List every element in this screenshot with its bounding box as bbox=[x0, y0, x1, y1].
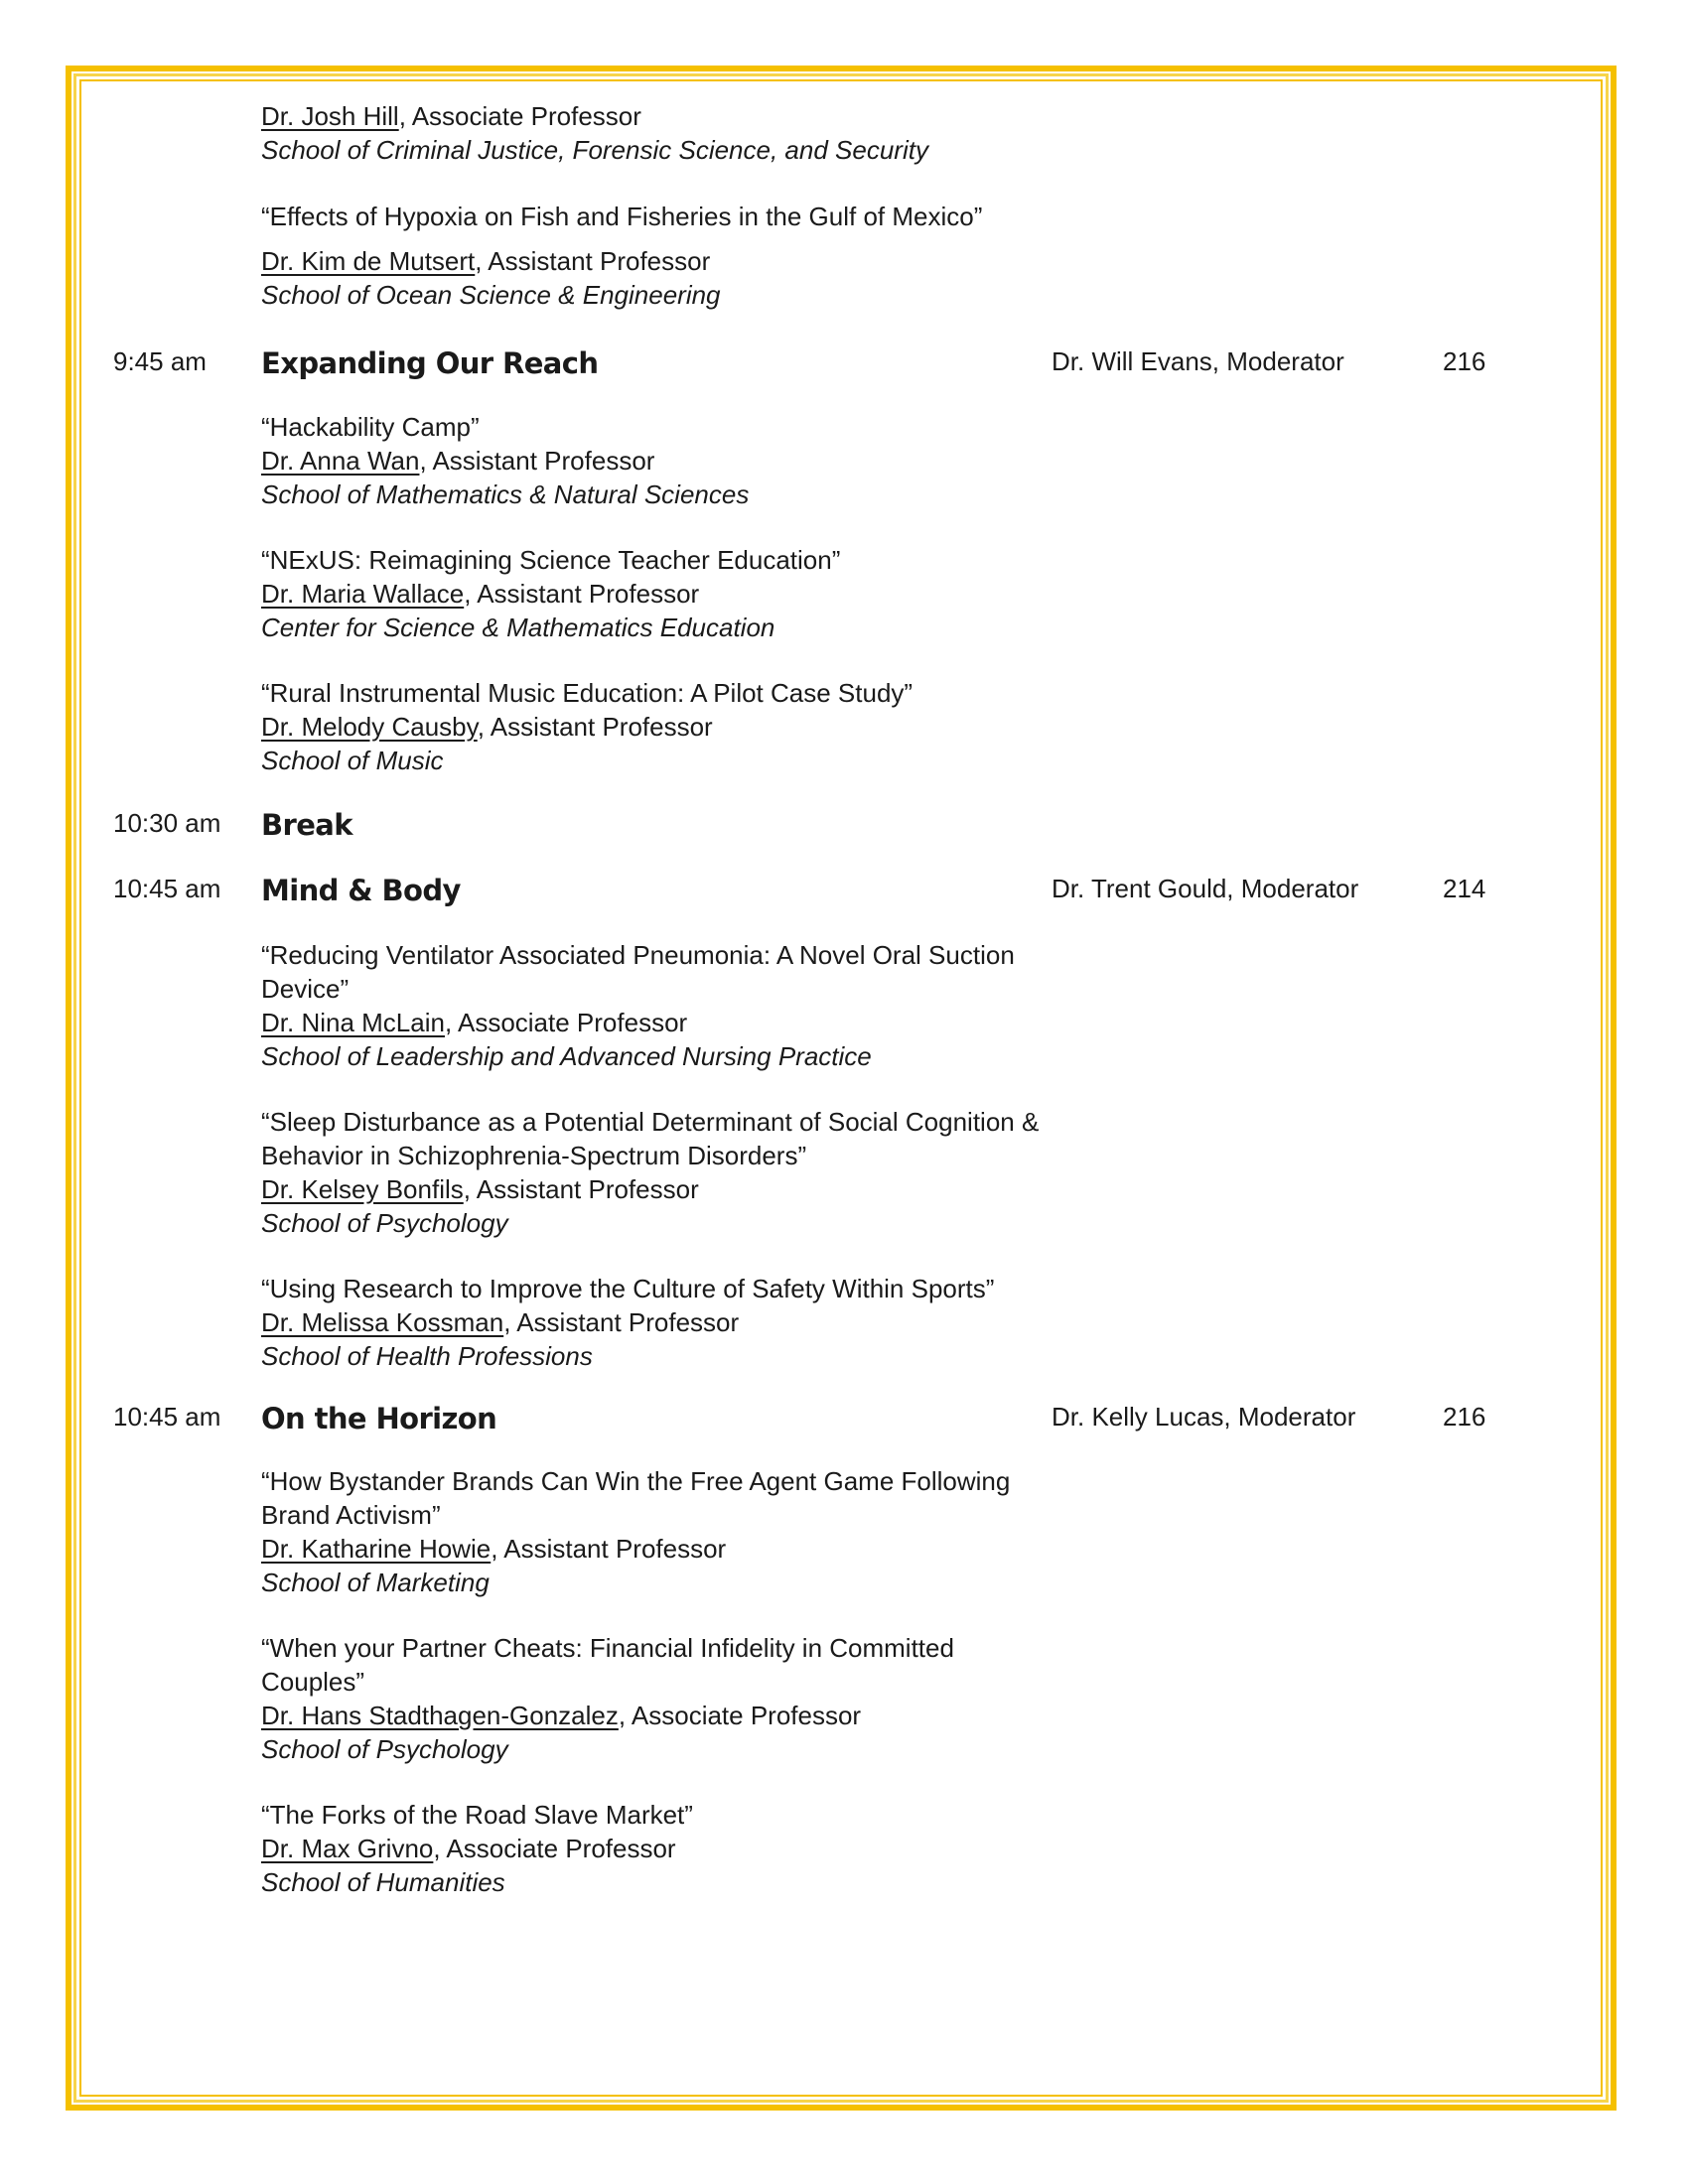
talk-title: “Using Research to Improve the Culture of Safety Within Sports” bbox=[261, 1274, 995, 1303]
presenter-school: School of Marketing bbox=[261, 1568, 490, 1597]
presenter-name: Dr. Katharine Howie bbox=[261, 1534, 492, 1564]
talk-title: “NExUS: Reimagining Science Teacher Education” bbox=[261, 545, 841, 575]
session-time: 10:45 am bbox=[113, 874, 221, 903]
session-title: Mind & Body bbox=[261, 874, 461, 907]
presenter-line bbox=[261, 1832, 676, 1865]
talk-title: “Reducing Ventilator Associated Pneumonia: A Novel Oral Suction bbox=[261, 940, 1015, 970]
talk-title-cont: Brand Activism” bbox=[261, 1500, 441, 1530]
session-time: 10:45 am bbox=[113, 1402, 221, 1432]
presenter-name: Dr. Anna Wan bbox=[261, 446, 420, 476]
presenter-title: , Associate Professor bbox=[433, 1834, 676, 1863]
presenter-name: Dr. Kelsey Bonfils bbox=[261, 1174, 464, 1204]
presenter-line bbox=[261, 1305, 739, 1339]
session-moderator: Dr. Will Evans, Moderator bbox=[1052, 346, 1344, 376]
talk-title: “How Bystander Brands Can Win the Free Agent Game Following bbox=[261, 1466, 1011, 1496]
session-title: On the Horizon bbox=[261, 1402, 497, 1435]
presenter-line bbox=[261, 444, 654, 478]
presenter-title: , Assistant Professor bbox=[464, 579, 700, 609]
presenter-school: School of Leadership and Advanced Nursing Practice bbox=[261, 1041, 872, 1071]
talk-title: “Hackability Camp” bbox=[261, 412, 480, 442]
session-room: 214 bbox=[1443, 874, 1486, 903]
talk-title: “When your Partner Cheats: Financial Infidelity in Committed bbox=[261, 1633, 954, 1663]
talk-title-cont: Device” bbox=[261, 974, 350, 1004]
presenter-title: , Assistant Professor bbox=[463, 1174, 699, 1204]
presenter-name: Dr. Josh Hill bbox=[261, 101, 399, 131]
presenter-school: School of Psychology bbox=[261, 1734, 508, 1764]
presenter-line bbox=[261, 710, 713, 744]
talk-title: “Effects of Hypoxia on Fish and Fisheries in the Gulf of Mexico” bbox=[261, 202, 983, 231]
presenter-title: , Associate Professor bbox=[618, 1701, 862, 1730]
break-title: Break bbox=[261, 808, 352, 842]
presenter-name: Dr. Melody Causby bbox=[261, 712, 478, 742]
presenter-title: , Assistant Professor bbox=[475, 246, 711, 276]
presenter-name: Dr. Maria Wallace bbox=[261, 579, 465, 609]
presenter-name: Dr. Hans Stadthagen-Gonzalez bbox=[261, 1701, 619, 1730]
presenter-title: , Assistant Professor bbox=[491, 1534, 727, 1564]
presenter-school: School of Music bbox=[261, 746, 444, 775]
presenter-line bbox=[261, 99, 641, 133]
presenter-line bbox=[261, 244, 710, 278]
session-room: 216 bbox=[1443, 346, 1486, 376]
session-moderator: Dr. Kelly Lucas, Moderator bbox=[1052, 1402, 1356, 1432]
talk-title: “The Forks of the Road Slave Market” bbox=[261, 1800, 693, 1830]
session-title: Expanding Our Reach bbox=[261, 346, 599, 380]
presenter-school: School of Criminal Justice, Forensic Science, and Security bbox=[261, 135, 928, 165]
talk-title: “Rural Instrumental Music Education: A Pilot Case Study” bbox=[261, 678, 914, 708]
presenter-school: School of Ocean Science & Engineering bbox=[261, 280, 721, 310]
session-room: 216 bbox=[1443, 1402, 1486, 1432]
presenter-line bbox=[261, 1006, 687, 1039]
page-border-inner bbox=[79, 79, 1603, 2097]
talk-title-cont: Behavior in Schizophrenia-Spectrum Disorders” bbox=[261, 1141, 807, 1170]
presenter-school: School of Psychology bbox=[261, 1208, 508, 1238]
presenter-title: , Associate Professor bbox=[444, 1008, 688, 1037]
session-moderator: Dr. Trent Gould, Moderator bbox=[1052, 874, 1359, 903]
presenter-name: Dr. Nina McLain bbox=[261, 1008, 445, 1037]
presenter-title: , Associate Professor bbox=[398, 101, 641, 131]
presenter-school: School of Humanities bbox=[261, 1867, 505, 1897]
presenter-title: , Assistant Professor bbox=[503, 1307, 740, 1337]
presenter-line bbox=[261, 1172, 699, 1206]
presenter-name: Dr. Melissa Kossman bbox=[261, 1307, 504, 1337]
presenter-name: Dr. Kim de Mutsert bbox=[261, 246, 476, 276]
presenter-line bbox=[261, 1532, 726, 1566]
presenter-title: , Assistant Professor bbox=[419, 446, 655, 476]
presenter-line bbox=[261, 1699, 861, 1732]
talk-title: “Sleep Disturbance as a Potential Determinant of Social Cognition & bbox=[261, 1107, 1040, 1137]
break-time: 10:30 am bbox=[113, 808, 221, 838]
presenter-school: School of Mathematics & Natural Sciences bbox=[261, 479, 750, 509]
presenter-line bbox=[261, 577, 699, 611]
presenter-school: School of Health Professions bbox=[261, 1341, 593, 1371]
presenter-school: Center for Science & Mathematics Education bbox=[261, 613, 775, 642]
session-time: 9:45 am bbox=[113, 346, 207, 376]
presenter-title: , Assistant Professor bbox=[477, 712, 713, 742]
presenter-name: Dr. Max Grivno bbox=[261, 1834, 434, 1863]
talk-title-cont: Couples” bbox=[261, 1667, 365, 1697]
